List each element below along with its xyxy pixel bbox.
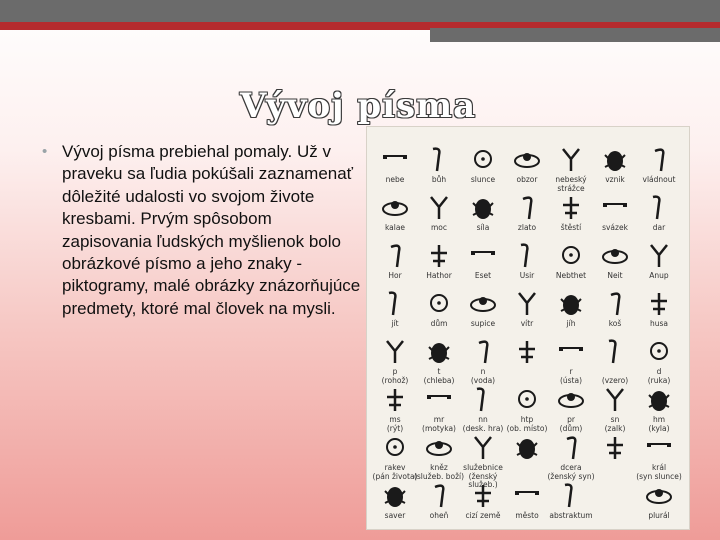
lying-figure-hieroglyph-icon	[511, 433, 543, 463]
tripod-hieroglyph-icon	[379, 385, 411, 415]
hieroglyph-cell	[419, 145, 459, 191]
hieroglyph-caption: Nebthet	[555, 271, 587, 280]
hieroglyph-caption: dar	[652, 223, 666, 232]
hieroglyph-cell	[547, 433, 595, 481]
hieroglyph-caption: t (chleba)	[423, 367, 455, 385]
hieroglyph-cell	[375, 337, 415, 383]
hieroglyph-cell	[419, 241, 459, 287]
ankh-hieroglyph-icon	[379, 433, 411, 463]
hieroglyph-cell	[595, 289, 635, 335]
hieroglyph-cell	[375, 193, 415, 239]
animal-head-hieroglyph-icon	[423, 193, 455, 223]
hieroglyph-caption: pr (dům)	[559, 415, 583, 433]
hieroglyph-cell	[463, 241, 503, 287]
hieroglyph-cell	[375, 289, 415, 335]
hieroglyph-caption: rakev (pán života)	[372, 463, 418, 481]
mouth-hieroglyph-icon	[555, 337, 587, 367]
hieroglyph-caption: oheň	[429, 511, 449, 520]
hieroglyph-caption: sn (zalk)	[604, 415, 626, 433]
goose-hieroglyph-icon	[643, 289, 675, 319]
sky-hieroglyph-icon	[379, 145, 411, 175]
hieroglyph-caption: cizí země	[465, 511, 501, 520]
hieroglyph-cell	[419, 337, 459, 383]
hieroglyph-cell	[463, 193, 503, 239]
hieroglyph-caption: Usir	[519, 271, 535, 280]
foreign-land-hieroglyph-icon	[467, 481, 499, 511]
hieroglyph-cell	[507, 385, 547, 431]
hieroglyph-cell	[419, 289, 459, 335]
hieroglyph-cell	[419, 481, 459, 527]
plant-hieroglyph-icon	[555, 289, 587, 319]
hieroglyph-cell	[507, 145, 547, 191]
hieroglyph-caption: služebnice (ženský služeb.)	[463, 463, 503, 489]
legs-hieroglyph-icon	[379, 289, 411, 319]
hieroglyph-caption: htp (ob. místo)	[506, 415, 548, 433]
hieroglyph-caption: síla	[476, 223, 490, 232]
reed-leaf-hieroglyph-icon	[511, 337, 543, 367]
enclosure-hieroglyph-icon	[423, 241, 455, 271]
ankh-cross-hieroglyph-icon	[379, 193, 411, 223]
hieroglyph-cell	[463, 481, 503, 527]
hieroglyph-caption: jíh	[566, 319, 576, 328]
hieroglyph-cell	[595, 337, 635, 383]
empty-hieroglyph-icon	[599, 481, 631, 511]
house-plan-hieroglyph-icon	[555, 385, 587, 415]
hieroglyph-cell	[595, 193, 635, 239]
hieroglyph-caption: bůh	[431, 175, 447, 184]
bundle-hieroglyph-icon	[599, 193, 631, 223]
hieroglyph-cell	[375, 385, 415, 431]
hieroglyph-caption: saver	[384, 511, 406, 520]
hieroglyph-cell	[375, 241, 415, 287]
hoe-hieroglyph-icon	[423, 385, 455, 415]
priest-hieroglyph-icon	[423, 433, 455, 463]
hieroglyph-caption: supice	[470, 319, 496, 328]
hieroglyph-cell	[595, 385, 635, 431]
hieroglyph-caption: husa	[649, 319, 668, 328]
throne-hieroglyph-icon	[467, 241, 499, 271]
hieroglyph-caption: moc	[430, 223, 448, 232]
hieroglyph-cell	[595, 241, 635, 287]
eye-hieroglyph-icon	[511, 241, 543, 271]
hieroglyph-caption: vládnout	[642, 175, 676, 184]
hieroglyph-caption: kalae	[384, 223, 406, 232]
hieroglyph-cell	[507, 433, 547, 479]
hieroglyph-caption: nn (desk. hra)	[462, 415, 504, 433]
hieroglyph-caption: obzor	[516, 175, 538, 184]
hieroglyph-caption: p (rohož)	[381, 367, 409, 385]
hieroglyph-cell	[639, 289, 679, 335]
sail-hieroglyph-icon	[511, 289, 543, 319]
shield-hieroglyph-icon	[599, 241, 631, 271]
hieroglyph-cell	[639, 145, 679, 191]
crook-hieroglyph-icon	[643, 145, 675, 175]
slide-body-text: Vývoj písma prebiehal pomaly. Už v praveku sa ľudia pokúšali zaznamenať dôležité udalosti vo svojom živote kresbami. Prvým spôsobom zapisovania ľudských myšlienok bolo obrázkové písmo a jeho znaky - piktogramy, malé obrázky znázorňujúce predmety, ktoré mal človek na mysli.	[62, 142, 361, 318]
hieroglyph-cell	[463, 337, 503, 383]
bread-hieroglyph-icon	[423, 337, 455, 367]
bullet-icon: •	[42, 143, 48, 160]
hieroglyph-caption: abstraktum	[549, 511, 593, 520]
hieroglyph-cell	[463, 433, 503, 489]
hieroglyph-cell	[419, 193, 459, 239]
hieroglyph-caption: Hor	[388, 271, 402, 280]
city-hieroglyph-icon	[511, 481, 543, 511]
game-board-hieroglyph-icon	[467, 385, 499, 415]
hieroglyph-cell	[636, 433, 682, 481]
hand-hieroglyph-icon	[643, 337, 675, 367]
hieroglyph-caption: jít	[391, 319, 399, 328]
water-hieroglyph-icon	[467, 337, 499, 367]
hieroglyph-caption: vznik	[605, 175, 625, 184]
hieroglyph-caption: plurál	[648, 511, 670, 520]
hieroglyph-caption: svázek	[602, 223, 628, 232]
hieroglyph-caption: dům	[430, 319, 448, 328]
basket-lid-hieroglyph-icon	[599, 289, 631, 319]
hieroglyph-caption: Neit	[607, 271, 623, 280]
guardian-hieroglyph-icon	[555, 145, 587, 175]
hieroglyph-caption: král (syn slunce)	[636, 463, 682, 481]
duck-hieroglyph-icon	[555, 433, 587, 463]
hieroglyph-cell	[551, 193, 591, 239]
sun-hieroglyph-icon	[467, 145, 499, 175]
sedge-hieroglyph-icon	[599, 433, 631, 463]
servant-hieroglyph-icon	[467, 433, 499, 463]
altar-hieroglyph-icon	[511, 385, 543, 415]
hieroglyph-cell	[639, 385, 679, 431]
reed-hieroglyph-icon	[379, 481, 411, 511]
hieroglyph-caption: d (ruka)	[647, 367, 671, 385]
hieroglyph-caption: koš	[608, 319, 622, 328]
papyrus-roll-hieroglyph-icon	[555, 481, 587, 511]
scarab-hieroglyph-icon	[599, 145, 631, 175]
horizon-hieroglyph-icon	[511, 145, 543, 175]
hieroglyph-cell	[463, 145, 503, 191]
hieroglyph-cell	[551, 241, 591, 287]
hieroglyph-caption: Anup	[649, 271, 669, 280]
jackal-hieroglyph-icon	[643, 241, 675, 271]
club-hieroglyph-icon	[643, 385, 675, 415]
slide-title: Vývoj písma	[240, 86, 477, 126]
top-bar	[0, 0, 720, 22]
hieroglyph-cell	[375, 145, 415, 191]
heart-hieroglyph-icon	[555, 193, 587, 223]
hieroglyph-caption: kněz (služeb. boží)	[413, 463, 465, 481]
basket-hieroglyph-icon	[555, 241, 587, 271]
hieroglyph-caption: hm (kyla)	[648, 415, 670, 433]
hieroglyph-cell	[507, 289, 547, 335]
hieroglyph-cell	[507, 337, 547, 383]
tether-hieroglyph-icon	[599, 337, 631, 367]
hieroglyph-caption: n (voda)	[470, 367, 496, 385]
hieroglyph-caption: Eset	[474, 271, 492, 280]
loop-hieroglyph-icon	[599, 385, 631, 415]
hieroglyph-table-image	[366, 126, 690, 530]
hieroglyph-cell	[595, 481, 635, 527]
king-duck-hieroglyph-icon	[643, 433, 675, 463]
plural-strokes-hieroglyph-icon	[643, 481, 675, 511]
falcon-hieroglyph-icon	[379, 241, 411, 271]
hieroglyph-cell	[595, 433, 635, 479]
hieroglyph-caption: město	[515, 511, 539, 520]
hieroglyph-cell	[375, 481, 415, 527]
arm-hieroglyph-icon	[467, 193, 499, 223]
hieroglyph-cell	[507, 481, 547, 527]
hieroglyph-caption: (vzero)	[601, 375, 629, 385]
hieroglyph-cell	[551, 145, 591, 191]
hieroglyph-caption: slunce	[470, 175, 496, 184]
hieroglyph-cell	[551, 385, 591, 431]
hieroglyph-caption: ms (rýt)	[386, 415, 404, 433]
hieroglyph-caption: mr (motyka)	[422, 415, 456, 433]
hieroglyph-cell	[639, 193, 679, 239]
hieroglyph-cell	[463, 385, 503, 431]
hieroglyph-cell	[463, 289, 503, 335]
hieroglyph-caption: Hathor	[426, 271, 452, 280]
hieroglyph-cell	[639, 481, 679, 527]
hieroglyph-cell	[595, 145, 635, 191]
hieroglyph-cell	[551, 289, 591, 335]
hieroglyph-cell	[419, 385, 459, 431]
hieroglyph-caption: dcera (ženský syn)	[547, 463, 595, 481]
hieroglyph-cell	[639, 337, 679, 383]
mat-hieroglyph-icon	[379, 337, 411, 367]
hieroglyph-cell	[507, 241, 547, 287]
hieroglyph-cell	[551, 481, 591, 527]
hieroglyph-caption: vítr	[520, 319, 534, 328]
hieroglyph-caption: štěstí	[560, 223, 582, 232]
gold-collar-hieroglyph-icon	[511, 193, 543, 223]
hieroglyph-cell	[413, 433, 465, 481]
hieroglyph-caption: nebe	[385, 175, 405, 184]
hieroglyph-caption: r (ústa)	[559, 367, 583, 385]
offering-hieroglyph-icon	[643, 193, 675, 223]
hieroglyph-caption: zlato	[517, 223, 537, 232]
house-hieroglyph-icon	[423, 289, 455, 319]
top-tab-decoration	[430, 28, 720, 42]
fire-hieroglyph-icon	[423, 481, 455, 511]
god-flag-hieroglyph-icon	[423, 145, 455, 175]
hieroglyph-cell	[551, 337, 591, 383]
hieroglyph-cell	[639, 241, 679, 287]
vulture-hieroglyph-icon	[467, 289, 499, 319]
hieroglyph-caption: nebeský strážce	[555, 175, 587, 193]
hieroglyph-cell	[507, 193, 547, 239]
hieroglyph-cell	[372, 433, 418, 481]
